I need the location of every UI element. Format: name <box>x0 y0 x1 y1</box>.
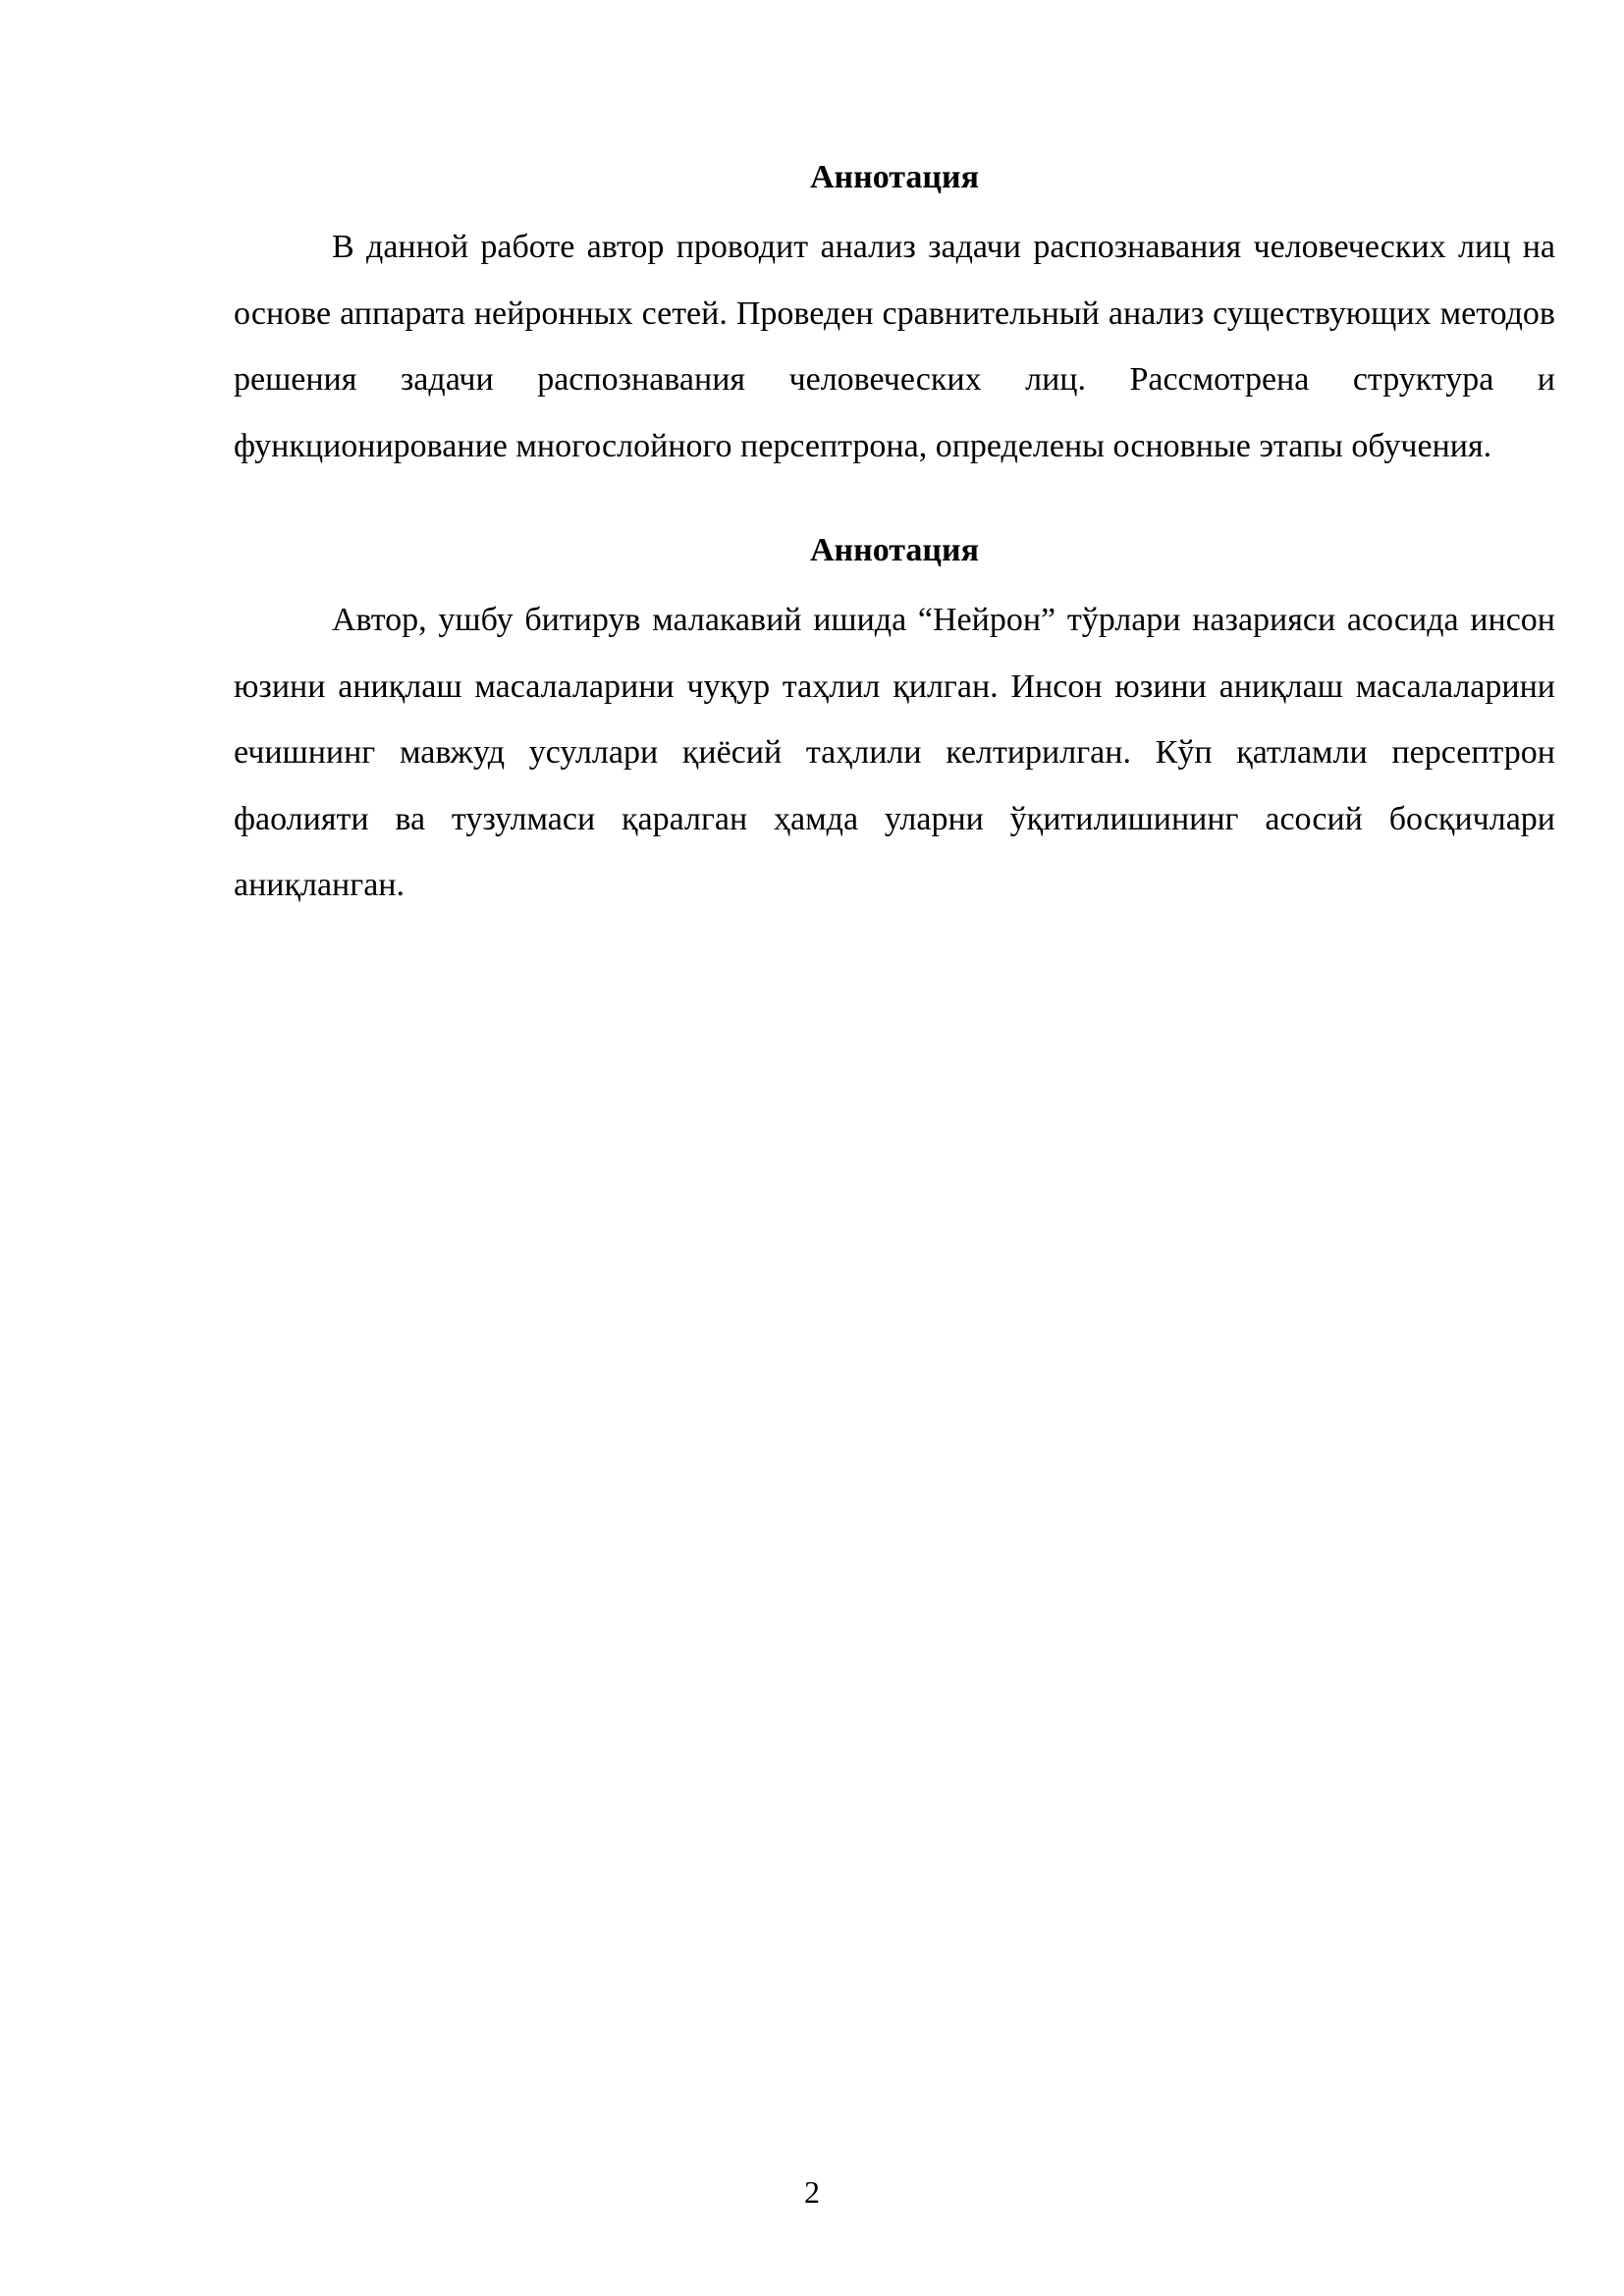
annotation-section-russian <box>234 149 1555 479</box>
annotation-paragraph: Автор, ушбу битирув малакавий ишида “Нейрон” тўрлари назарияси асосида инсон юзини аниқлаш масалаларини чуқур таҳлил қилган. Инсон юзини аниқлаш масалаларини ечишнинг мавжуд усуллари қиёсий таҳлили келтирилган. Кўп қатламли персептрон фаолияти ва тузулмаси қаралган ҳамда уларни ўқитилишининг асосий босқичлари аниқланган. <box>234 602 1555 903</box>
section-heading: Аннотация <box>810 159 979 195</box>
page-content <box>234 149 1555 919</box>
annotation-section-uzbek <box>234 522 1555 919</box>
section-heading: Аннотация <box>810 532 979 568</box>
page-number: 2 <box>804 2174 820 2210</box>
annotation-paragraph: В данной работе автор проводит анализ задачи распознавания человеческих лиц на основе аппарата нейронных сетей. Проведен сравнительный анализ существующих методов решения задачи распознавания человеческих лиц. Рассмотрена структура и функционирование многослойного персептрона, определены основные этапы обучения. <box>234 229 1555 464</box>
